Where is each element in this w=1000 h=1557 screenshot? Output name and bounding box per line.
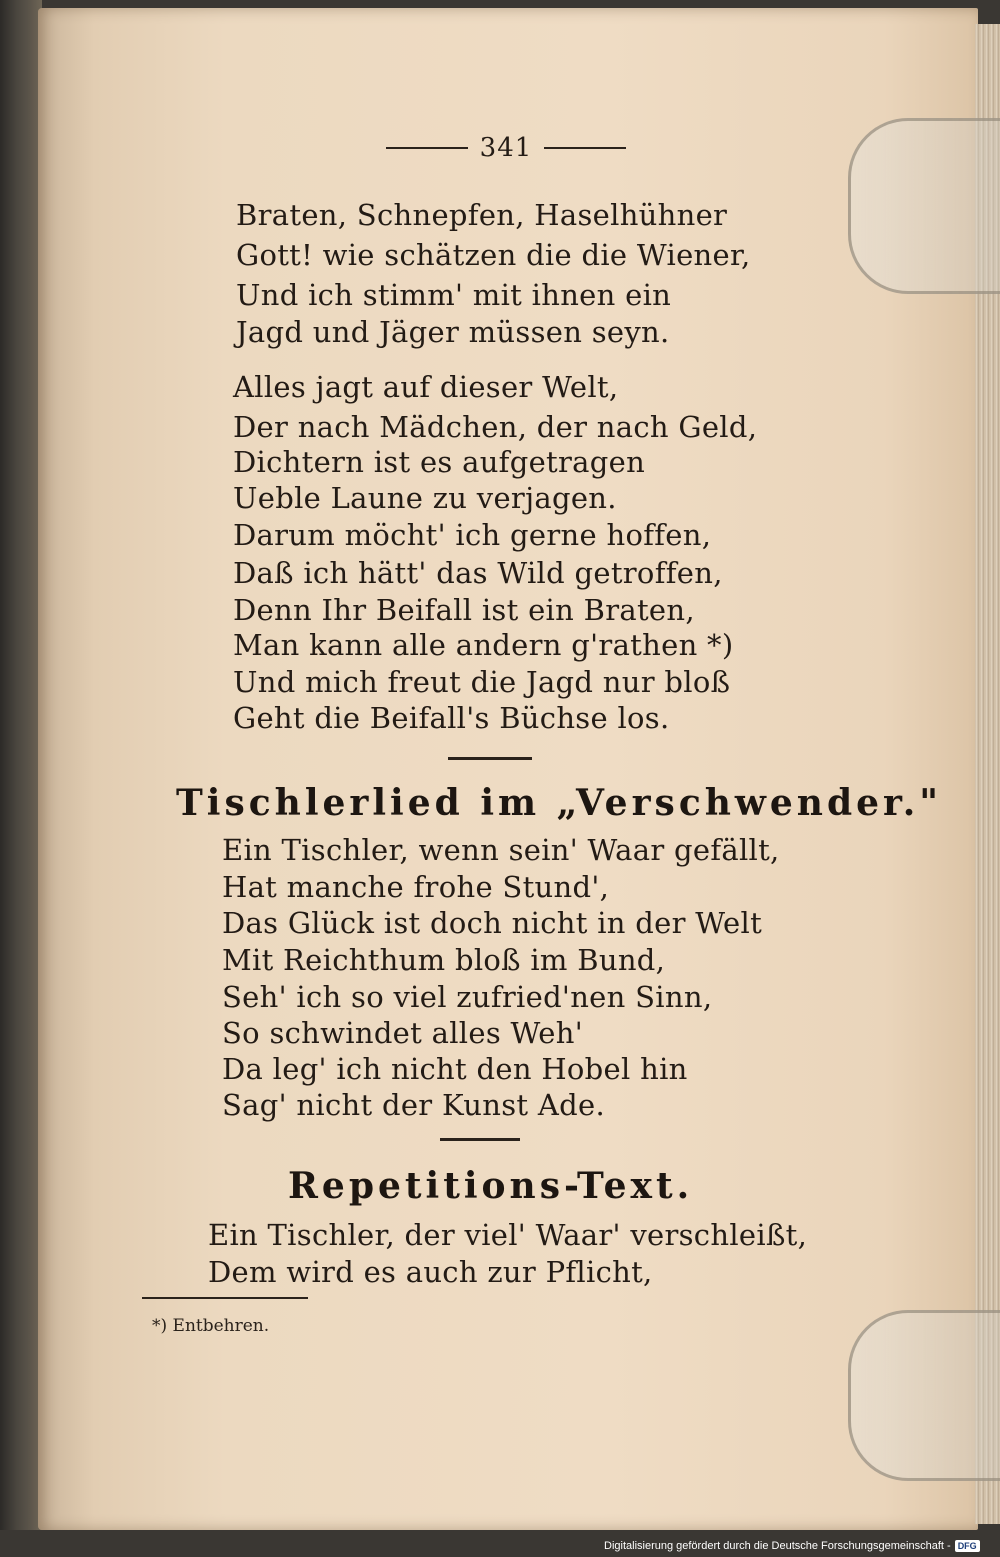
dfg-logo: DFG — [955, 1540, 980, 1552]
header-rule-left — [386, 147, 468, 149]
verse-line: Geht die Beifall's Büchse los. — [233, 701, 670, 735]
verse-line: Man kann alle andern g'rathen *) — [233, 628, 734, 662]
verse-line: Daß ich hätt' das Wild getroffen, — [233, 556, 723, 590]
verse-line: Braten, Schnepfen, Haselhühner — [236, 198, 728, 232]
digitization-credit — [604, 1537, 980, 1555]
section-heading: Repetitions-Text. — [288, 1165, 694, 1207]
footnote: *) Entbehren. — [152, 1316, 270, 1336]
verse-line: Hat manche frohe Stund', — [222, 870, 610, 904]
verse-line: Und mich freut die Jagd nur bloß — [233, 665, 731, 699]
verse-line: Das Glück ist doch nicht in der Welt — [222, 906, 763, 940]
page-clip-top — [848, 118, 1000, 294]
verse-line: Jagd und Jäger müssen seyn. — [236, 315, 670, 349]
section-heading: Tischlerlied im „Verschwender." — [176, 782, 943, 824]
verse-line: Mit Reichthum bloß im Bund, — [222, 943, 666, 977]
verse-line: Sag' nicht der Kunst Ade. — [222, 1088, 605, 1122]
verse-line: Darum möcht' ich gerne hoffen, — [233, 518, 712, 552]
book-page — [38, 8, 978, 1530]
verse-line: Und ich stimm' mit ihnen ein — [236, 278, 672, 312]
verse-line: Da leg' ich nicht den Hobel hin — [222, 1052, 688, 1086]
verse-line: Ein Tischler, der viel' Waar' verschleißt, — [208, 1218, 808, 1252]
verse-line: Dichtern ist es aufgetragen — [233, 445, 646, 479]
credit-text: Digitalisierung gefördert durch die Deutsche Forschungsgemeinschaft - — [604, 1540, 951, 1552]
book-spine — [0, 0, 42, 1530]
verse-line: Alles jagt auf dieser Welt, — [233, 370, 619, 404]
section-divider — [440, 1138, 520, 1141]
footnote-rule — [142, 1297, 308, 1299]
page-clip-bottom — [848, 1310, 1000, 1481]
verse-line: Ein Tischler, wenn sein' Waar gefällt, — [222, 833, 780, 867]
verse-line: Seh' ich so viel zufried'nen Sinn, — [222, 980, 713, 1014]
verse-line: Denn Ihr Beifall ist ein Braten, — [233, 593, 695, 627]
page-header — [386, 128, 626, 168]
header-rule-right — [544, 147, 626, 149]
verse-line: Gott! wie schätzen die die Wiener, — [236, 238, 751, 272]
verse-line: Dem wird es auch zur Pflicht, — [208, 1255, 653, 1289]
verse-line: So schwindet alles Weh' — [222, 1016, 583, 1050]
verse-line: Ueble Laune zu verjagen. — [233, 481, 617, 515]
verse-line: Der nach Mädchen, der nach Geld, — [233, 410, 758, 444]
section-divider — [448, 757, 532, 760]
page-number: 341 — [479, 133, 533, 163]
